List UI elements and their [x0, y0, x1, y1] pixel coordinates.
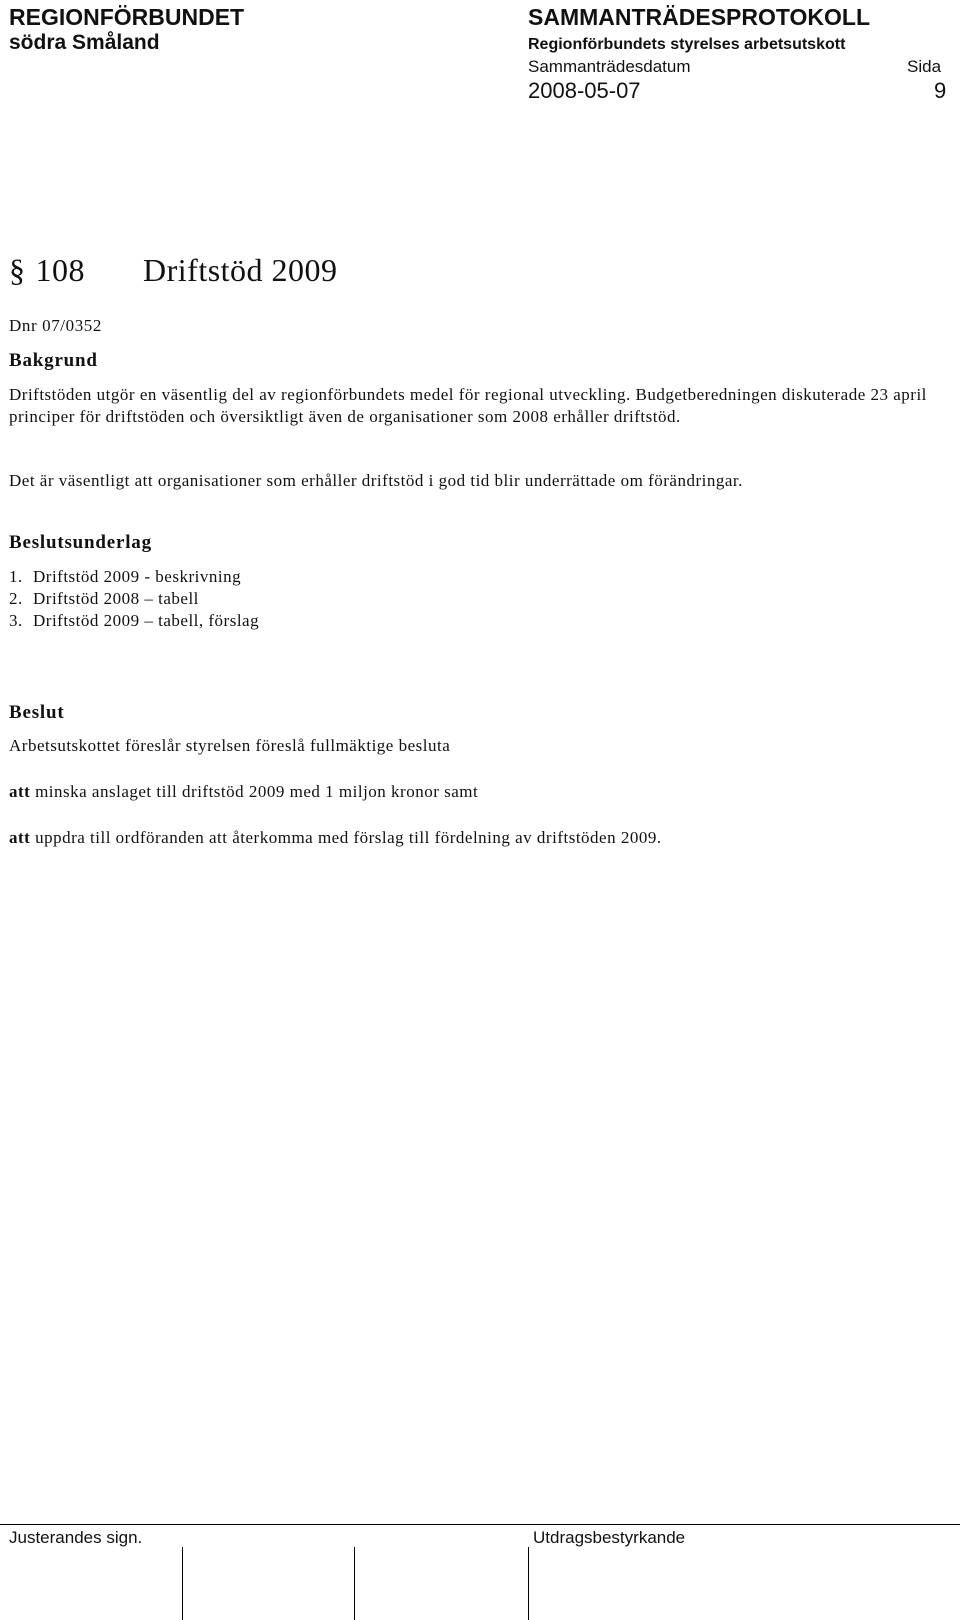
page-label: Sida — [907, 57, 942, 76]
org-name-line2: södra Småland — [9, 31, 160, 54]
footer-divider — [0, 1524, 960, 1525]
beslut-heading: Beslut — [9, 702, 65, 723]
section-title — [9, 252, 338, 289]
list-item-number: 1. — [9, 567, 23, 586]
beslut-att-1 — [9, 782, 478, 802]
document-type: SAMMANTRÄDESPROTOKOLL — [528, 4, 871, 30]
beslut-intro: Arbetsutskottet föreslår styrelsen föreslå fullmäktige besluta — [9, 736, 451, 755]
att-keyword: att — [9, 828, 31, 847]
org-name-line1: REGIONFÖRBUNDET — [9, 4, 245, 30]
list-item-number: 3. — [9, 611, 23, 630]
att-text: uppdra till ordföranden att återkomma med förslag till fördelning av driftstöden 2009. — [30, 828, 662, 847]
beslutsunderlag-list — [9, 566, 259, 632]
att-keyword: att — [9, 782, 31, 801]
beslutsunderlag-heading: Beslutsunderlag — [9, 532, 152, 553]
list-item — [9, 566, 259, 588]
diary-number: Dnr 07/0352 — [9, 316, 103, 335]
list-item — [9, 588, 259, 610]
adjuster-signature-label: Justerandes sign. — [9, 1528, 143, 1547]
beslut-att-2 — [9, 828, 662, 848]
meeting-date-label: Sammanträdesdatum — [528, 57, 691, 76]
extract-certified-label: Utdragsbestyrkande — [533, 1528, 686, 1547]
page-number: 9 — [934, 78, 947, 103]
committee-name: Regionförbundets styrelses arbetsutskott — [528, 36, 846, 53]
signature-box-divider — [354, 1547, 355, 1620]
bakgrund-paragraph-2: Det är väsentligt att organisationer som erhåller driftstöd i god tid blir underrättade om förändringar. — [9, 471, 743, 490]
list-item-number: 2. — [9, 589, 23, 608]
list-item — [9, 610, 259, 632]
bakgrund-heading: Bakgrund — [9, 350, 98, 371]
signature-box-divider — [528, 1547, 529, 1620]
list-item-text: Driftstöd 2009 – tabell, förslag — [33, 611, 260, 630]
att-text: minska anslaget till driftstöd 2009 med 1 miljon kronor samt — [30, 782, 479, 801]
section-symbol: § — [9, 252, 26, 288]
bakgrund-paragraph-1: Driftstöden utgör en väsentlig del av regionförbundets medel för regional utveckling. Budgetberedningen diskuterade 23 april principer för driftstöden och översiktligt även de organisationer som 2008 erhåller driftstöd. — [9, 385, 927, 426]
list-item-text: Driftstöd 2009 - beskrivning — [33, 567, 242, 586]
list-item-text: Driftstöd 2008 – tabell — [33, 589, 199, 608]
section-name: Driftstöd 2009 — [143, 252, 338, 288]
signature-box-divider — [182, 1547, 183, 1620]
section-number: 108 — [35, 252, 85, 288]
meeting-date: 2008-05-07 — [528, 78, 641, 103]
